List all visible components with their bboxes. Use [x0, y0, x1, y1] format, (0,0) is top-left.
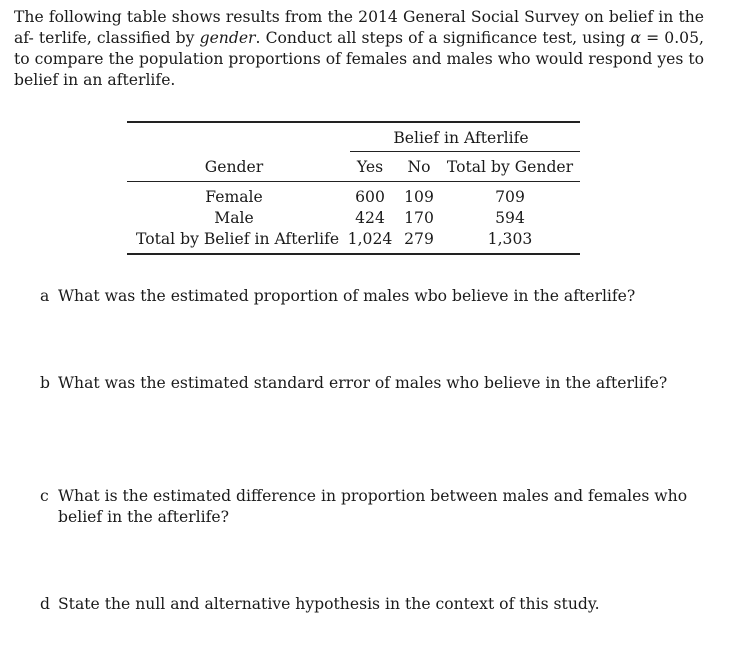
row-yes: 424 — [355, 209, 385, 227]
table-header-rule — [127, 181, 580, 182]
row-label: Female — [205, 188, 263, 206]
question-text: What was the estimated standard error of males who believe in the afterlife? — [58, 374, 668, 392]
row-total: 594 — [495, 209, 525, 227]
question-label: a — [40, 287, 50, 305]
row-yes: 1,024 — [347, 230, 393, 248]
table-header-no: No — [407, 158, 431, 176]
row-label: Male — [214, 209, 254, 227]
question-text: What was the estimated proportion of males wbo believe in the afterlife? — [58, 287, 636, 305]
table-group-header: Belief in Afterlife — [393, 129, 529, 147]
problem-intro — [14, 7, 704, 91]
table-group-rule — [350, 151, 580, 152]
row-total: 709 — [495, 188, 525, 206]
table-top-rule — [127, 121, 580, 123]
question-c — [40, 486, 700, 528]
table-header-total: Total by Gender — [446, 158, 574, 176]
question-label: c — [40, 487, 49, 505]
row-label: Total by Belief in Afterlife — [136, 230, 340, 248]
intro-part3: = 0.05, to compare the population proportions of females and males who would respond yes to belief in an afterlife. — [14, 29, 704, 89]
row-no: 170 — [404, 209, 434, 227]
row-total: 1,303 — [487, 230, 533, 248]
question-text: State the null and alternative hypothesis in the context of this study. — [58, 595, 600, 613]
alpha-symbol: α — [630, 29, 641, 47]
question-a — [40, 286, 700, 307]
intro-part1: The following table shows results from the 2014 General Social Survey on belief in the af- terlife, classified by — [14, 8, 704, 47]
question-b — [40, 373, 700, 394]
table-bottom-rule — [127, 253, 580, 255]
row-yes: 600 — [355, 188, 385, 206]
table-header-yes: Yes — [356, 158, 384, 176]
row-no: 279 — [404, 230, 434, 248]
row-no: 109 — [404, 188, 434, 206]
question-label: b — [40, 374, 50, 392]
gender-emphasis: gender — [199, 29, 256, 47]
question-label: d — [40, 595, 50, 613]
question-d — [40, 594, 700, 615]
question-text: What is the estimated difference in proportion between males and females who belief in the afterlife? — [58, 487, 688, 526]
intro-part2: . Conduct all steps of a significance test, using — [255, 29, 631, 47]
table-header-gender: Gender — [204, 158, 264, 176]
